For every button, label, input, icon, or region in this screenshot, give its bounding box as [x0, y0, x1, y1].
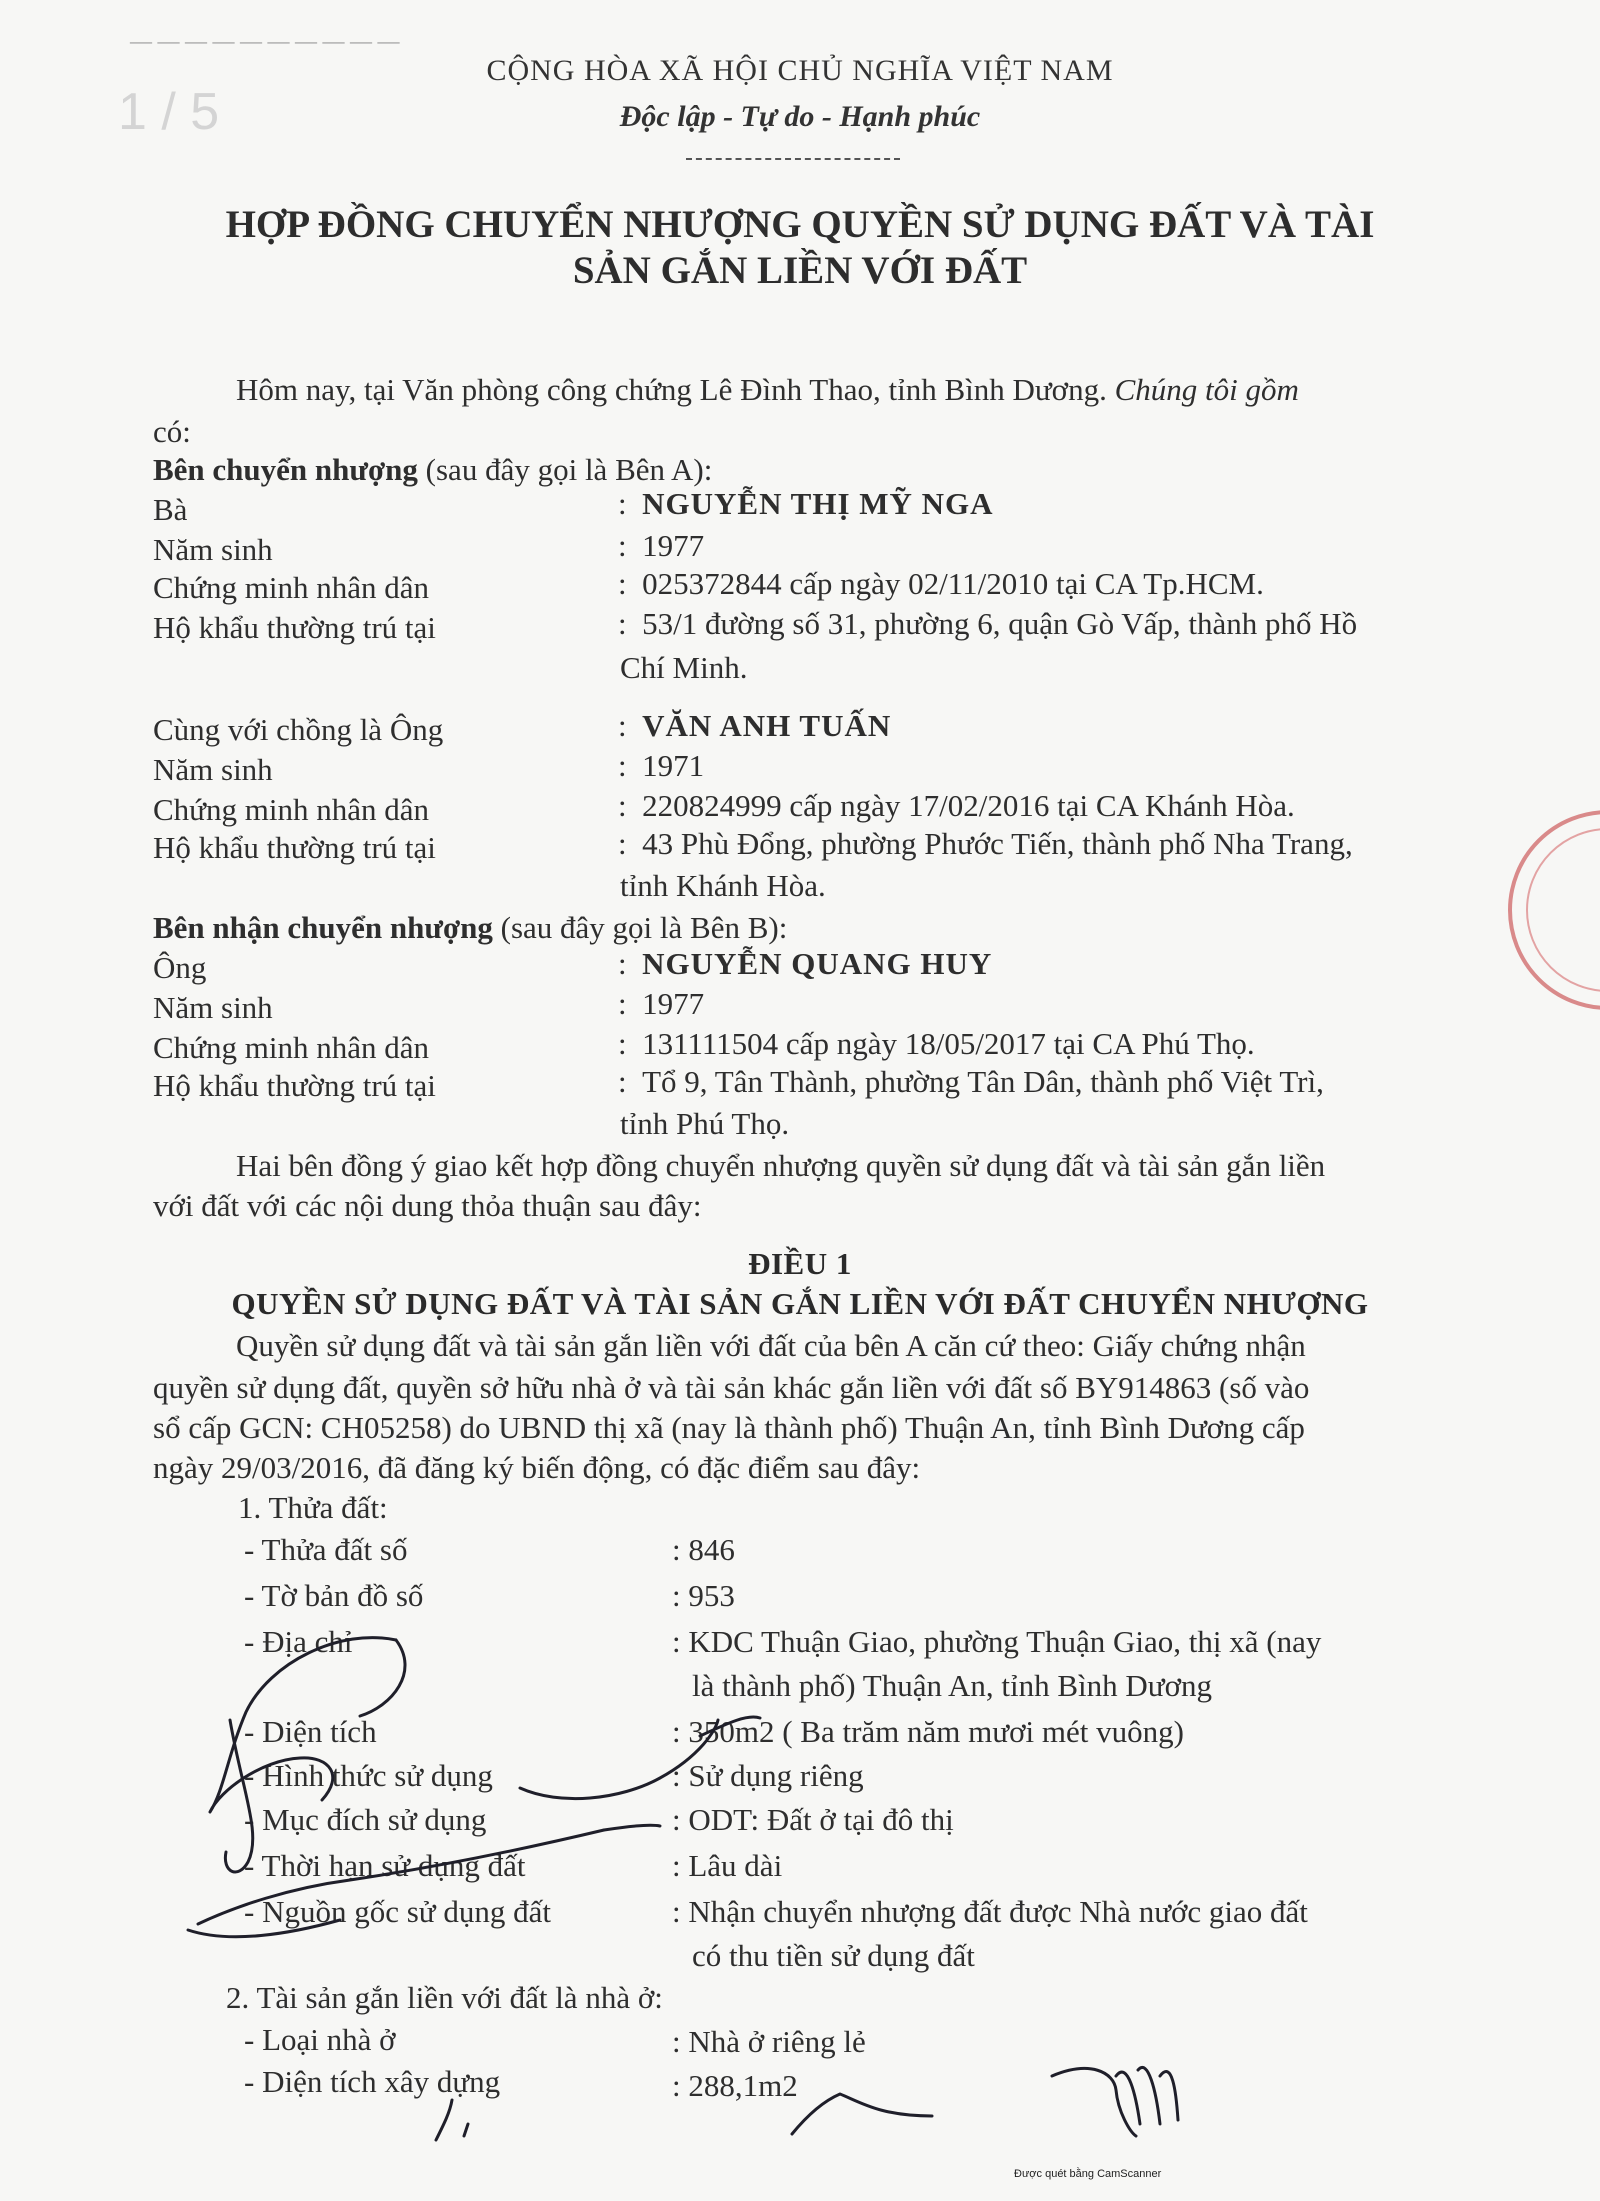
land-item-label: - Thời hạn sử dụng đất [244, 1848, 526, 1883]
intro-italic: Chúng tôi gồm [1114, 372, 1299, 407]
article-heading: QUYỀN SỬ DỤNG ĐẤT VÀ TÀI SẢN GẮN LIỀN VỚI ĐẤT CHUYỂN NHƯỢNG [231, 1286, 1369, 1321]
spouse-addr-value: 43 Phù Đổng, phường Phước Tiến, thành phố Nha Trang, [642, 826, 1353, 861]
spouse-id-label: Chứng minh nhân dân [153, 792, 429, 827]
spouse-birth-label: Năm sinh [153, 752, 273, 787]
party-a-id-label: Chứng minh nhân dân [153, 570, 429, 605]
party-b-addr: : Tổ 9, Tân Thành, phường Tân Dân, thành phố Việt Trì, [618, 1064, 1324, 1099]
house-item-label: - Diện tích xây dựng [244, 2064, 501, 2099]
party-b-addr-line-2: tỉnh Phú Thọ. [620, 1106, 790, 1141]
land-item-value-line-2: là thành phố) Thuận An, tỉnh Bình Dương [692, 1668, 1212, 1703]
land-item-label: - Diện tích [244, 1714, 377, 1749]
house-item-value: : 288,1m2 [672, 2068, 798, 2103]
party-a-name-value: NGUYỄN THỊ MỸ NGA [642, 486, 994, 521]
page-indicator: 1 / 5 [118, 83, 220, 141]
party-b-heading-bold: Bên nhận chuyển nhượng [153, 910, 493, 945]
land-heading: 1. Thửa đất: [238, 1490, 388, 1525]
signature-stroke [604, 1825, 660, 1830]
land-item-label: - Nguồn gốc sử dụng đất [244, 1894, 551, 1929]
party-a-birth: : 1977 [618, 528, 705, 563]
signature-stroke [210, 1638, 396, 1812]
signature-stroke [520, 1720, 718, 1799]
scan-edge-mark: — — — — — — — — — — [130, 28, 400, 53]
party-a-id-value: 025372844 cấp ngày 02/11/2010 tại CA Tp.HCM. [642, 566, 1264, 601]
agreement-line-1: Hai bên đồng ý giao kết hợp đồng chuyển nhượng quyền sử dụng đất và tài sản gắn liền [236, 1148, 1326, 1183]
article-number: ĐIỀU 1 [748, 1246, 852, 1281]
party-b-name: : NGUYỄN QUANG HUY [618, 946, 993, 981]
signature-stroke [1052, 2069, 1136, 2136]
article-paragraph-line-2: quyền sử dụng đất, quyền sở hữu nhà ở và tài sản khác gắn liền với đất số BY914863 (số vào [153, 1370, 1310, 1405]
signature-stroke [792, 2094, 932, 2134]
spouse-birth-value: 1971 [642, 748, 705, 783]
land-item-value: : Lâu dài [672, 1848, 783, 1883]
contract-title-line-2: SẢN GẮN LIỀN VỚI ĐẤT [572, 249, 1028, 292]
spouse-id: : 220824999 cấp ngày 17/02/2016 tại CA Khánh Hòa. [618, 788, 1295, 823]
agreement-line-2: với đất với các nội dung thỏa thuận sau đây: [153, 1188, 702, 1223]
article-paragraph-line-3: sổ cấp GCN: CH05258) do UBND thị xã (nay là thành phố) Thuận An, tỉnh Bình Dương cấp [153, 1410, 1305, 1445]
signature-stroke [360, 1640, 405, 1716]
contract-title-line-1: HỢP ĐỒNG CHUYỂN NHƯỢNG QUYỀN SỬ DỤNG ĐẤT VÀ TÀI [225, 203, 1375, 246]
party-a-id: : 025372844 cấp ngày 02/11/2010 tại CA Tp.HCM. [618, 566, 1264, 601]
party-b-birth-label: Năm sinh [153, 990, 273, 1025]
spouse-label: Cùng với chồng là Ông [153, 712, 444, 747]
party-a-heading-bold: Bên chuyển nhượng [153, 452, 418, 487]
party-b-heading-rest: (sau đây gọi là Bên B): [500, 910, 788, 945]
party-b-name-value: NGUYỄN QUANG HUY [642, 946, 993, 981]
spouse-addr-label: Hộ khẩu thường trú tại [153, 830, 436, 865]
land-item-value: : Nhận chuyển nhượng đất được Nhà nước giao đất [672, 1894, 1308, 1929]
party-b-addr-label: Hộ khẩu thường trú tại [153, 1068, 436, 1103]
land-item-value: : 953 [672, 1578, 735, 1613]
house-item-label: - Loại nhà ở [244, 2022, 396, 2057]
land-item-label: - Thửa đất số [244, 1532, 408, 1567]
signature-stroke [198, 1830, 604, 1924]
intro-text: Hôm nay, tại Văn phòng công chứng Lê Đình Thao, tỉnh Bình Dương. [236, 372, 1107, 407]
article-paragraph-line-4: ngày 29/03/2016, đã đăng ký biến động, có đặc điểm sau đây: [153, 1450, 921, 1485]
party-a-addr: : 53/1 đường số 31, phường 6, quận Gò Vấp, thành phố Hồ [618, 606, 1358, 641]
house-item-value: : Nhà ở riêng lẻ [672, 2024, 866, 2059]
party-b-addr-value: Tổ 9, Tân Thành, phường Tân Dân, thành phố Việt Trì, [642, 1064, 1324, 1099]
motto: Độc lập - Tự do - Hạnh phúc [619, 100, 981, 133]
land-item-value: : Sử dụng riêng [672, 1758, 864, 1793]
house-heading: 2. Tài sản gắn liền với đất là nhà ở: [226, 1980, 663, 2015]
spouse-name-value: VĂN ANH TUẤN [642, 708, 892, 743]
land-item-value: : ODT: Đất ở tại đô thị [672, 1802, 954, 1837]
party-a-addr-label: Hộ khẩu thường trú tại [153, 610, 436, 645]
party-a-heading-rest: (sau đây gọi là Bên A): [425, 452, 713, 487]
land-item-value-line-2: có thu tiền sử dụng đất [692, 1938, 975, 1973]
footer-note: Được quét bằng CamScanner [1014, 2168, 1162, 2180]
party-a-label: Bà [153, 492, 188, 527]
land-item-value: : KDC Thuận Giao, phường Thuận Giao, thị xã (nay [672, 1624, 1322, 1659]
party-a-addr-value: 53/1 đường số 31, phường 6, quận Gò Vấp, thành phố Hồ [642, 606, 1358, 641]
party-b-id-value: 131111504 cấp ngày 18/05/2017 tại CA Phú Thọ. [642, 1026, 1255, 1061]
signature-stroke [188, 1920, 340, 1937]
party-b-birth-value: 1977 [642, 986, 705, 1021]
spouse-addr: : 43 Phù Đổng, phường Phước Tiến, thành phố Nha Trang, [618, 826, 1353, 861]
party-b-id-label: Chứng minh nhân dân [153, 1030, 429, 1065]
land-item-label: - Hình thức sử dụng [244, 1758, 493, 1793]
intro-line-2: có: [153, 414, 191, 449]
signature-stroke [225, 1720, 252, 1872]
signature-stroke [700, 1717, 760, 1736]
signature-stroke [1116, 2067, 1178, 2124]
land-item-value: : 350m2 ( Ba trăm năm mươi mét vuông) [672, 1714, 1184, 1749]
party-a-name: : NGUYỄN THỊ MỸ NGA [618, 486, 994, 521]
party-a-birth-value: 1977 [642, 528, 705, 563]
spouse-name: : VĂN ANH TUẤN [618, 708, 892, 743]
land-item-label: - Tờ bản đồ số [244, 1578, 424, 1613]
article-paragraph-line-1: Quyền sử dụng đất và tài sản gắn liền với đất của bên A căn cứ theo: Giấy chứng nhận [236, 1328, 1306, 1363]
spouse-id-value: 220824999 cấp ngày 17/02/2016 tại CA Khánh Hòa. [642, 788, 1295, 823]
party-b-label: Ông [153, 950, 207, 985]
party-b-birth: : 1977 [618, 986, 705, 1021]
land-item-value: : 846 [672, 1532, 735, 1567]
land-item-label: - Địa chỉ [244, 1624, 353, 1659]
signature-stroke [436, 2100, 468, 2140]
spouse-addr-line-2: tỉnh Khánh Hòa. [620, 868, 826, 903]
party-b-id: : 131111504 cấp ngày 18/05/2017 tại CA Phú Thọ. [618, 1026, 1255, 1061]
party-a-addr-line-2: Chí Minh. [620, 650, 748, 685]
spouse-birth: : 1971 [618, 748, 705, 783]
party-a-birth-label: Năm sinh [153, 532, 273, 567]
land-item-label: - Mục đích sử dụng [244, 1802, 487, 1837]
nation-heading: CỘNG HÒA XÃ HỘI CHỦ NGHĨA VIỆT NAM [486, 54, 1114, 87]
